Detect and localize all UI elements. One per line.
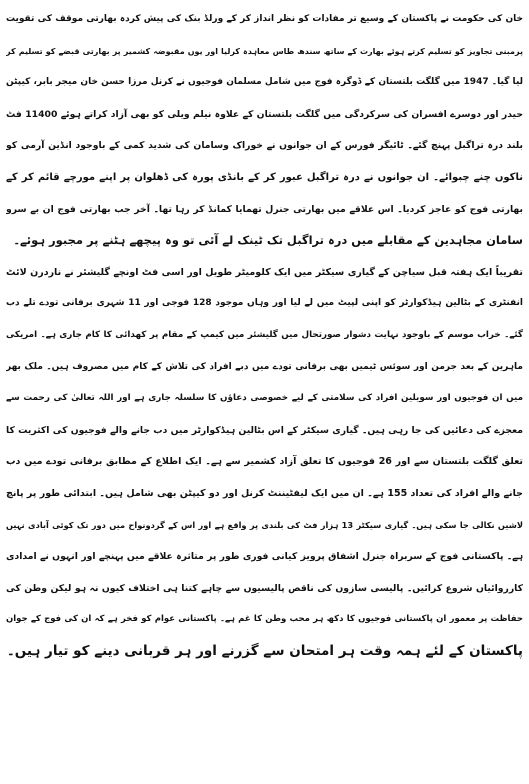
text-line: لیا گیا۔ 1947 میں گلگت بلتستان کے ڈوگرہ فوج میں شامل مسلمان فوجیوں نے کرنل مرزا حسن خان میجر بابر، کیپٹن — [6, 77, 523, 88]
text-line: جانے والے افراد کی تعداد 155 ہے۔ ان میں ایک لیفٹیننٹ کرنل اور دو کیپٹن بھی شامل ہیں۔ ابتدائی طور پر پانچ — [6, 487, 523, 499]
text-line: انفنٹری کے بٹالین ہیڈکوارٹر کو اپنی لپیٹ میں لے لیا اور وہاں موجود 128 فوجی اور 11 شہری برفانی تودے تلے دب — [6, 298, 523, 309]
text-line: ماہرین کے بعد جرمن اور سوئس ٹیمیں بھی برفانی تودے میں دبے افراد کی تلاش کے کام میں مصروف ہیں۔ ملک بھر — [6, 361, 523, 372]
text-line: بھارتی فوج کو عاجز کردیا۔ اس علاقے میں بھارتی جنرل تھمایا کمانڈ کر رہا تھا۔ آخر جب بھارتی فوج ان بے سرو — [6, 203, 523, 215]
text-line: بلند درہ تراگبل پہنچ گئے۔ ٹائیگر فورس کے ان جوانوں نے خوراک وسامان کی شدید کمی کے باوجود انڈین آرمی کو — [6, 140, 523, 152]
text-line: گئے۔ خراب موسم کے باوجود نہایت دشوار صورتحال میں گلیشئر میں کیمپ کے مقام پر کھدائی کا کام جاری ہے۔ امریکی — [6, 329, 523, 340]
text-line: ہے۔ پاکستانی فوج کے سربراہ جنرل اشفاق پرویز کیانی فوری طور پر متاثرہ علاقے میں پہنچے اور انہوں نے امدادی — [6, 551, 523, 563]
text-line: خان کی حکومت نے پاکستان کے وسیع تر مفادات کو نظر انداز کر کے ورلڈ بنک کی پیش کردہ بھارتی موقف کی تقویت — [6, 14, 523, 24]
text-line: سامان مجاہدین کے مقابلے میں درہ تراگبل تک ٹینک لے آئی تو وہ پیچھے ہٹنے پر مجبور ہوئے۔ — [13, 233, 523, 248]
text-line: پاکستان کے لئے ہمہ وقت ہر امتحان سے گزرنے اور ہر قربانی دینے کو تیار ہیں۔ — [6, 642, 523, 659]
paragraph-history — [6, 4, 523, 257]
paragraph-siachen — [6, 257, 523, 668]
text-line: حفاظت پر معمور ان پاکستانی فوجیوں کا دکھ ہر محب وطن کا غم ہے۔ پاکستانی عوام کو فخر ہے کہ ان کی فوج کے جوان — [6, 614, 523, 625]
text-line: کارروائیاں شروع کرائیں۔ پالیسی سازوں کی ناقص پالیسیوں سے چاہے کتنا ہی اختلاف کیوں نہ ہو لیکن وطن کی — [6, 582, 523, 594]
text-line: پرمبنی تجاویز کو تسلیم کرتے ہوئے بھارت کے ساتھ سندھ طاس معاہدہ کرلیا اور یوں مقبوضہ کشمیر پر بھارتی قبضے کو تسلیم کر — [6, 46, 523, 56]
text-line: تعلق گلگت بلتستان سے اور 26 فوجیوں کا تعلق آزاد کشمیر سے ہے۔ ایک اطلاع کے مطابق برفانی تودے میں دب — [6, 456, 523, 468]
text-line: ناکوں چنے چبوائے۔ ان جوانوں نے درہ تراگبل عبور کر کے بانڈی پورہ کی ڈھلوان پر اپنے مورچے قائم کر کے — [6, 171, 523, 183]
text-line: لاشیں نکالی جا سکی ہیں۔ گیاری سیکٹر 13 ہزار فٹ کی بلندی پر واقع ہے اور اس کے گردونواح میں دور تک کوئی آبادی نہیں — [6, 519, 523, 530]
text-line: معجزے کی دعائیں کی جا رہی ہیں۔ گیاری سیکٹر کے اس بٹالین ہیڈکوارٹر میں دب جانے والے فوجیوں کی اکثریت کا — [6, 424, 523, 436]
text-line: میں ان فوجیوں اور سویلین افراد کی سلامتی کے لیے خصوصی دعاؤں کا سلسلہ جاری ہے اور اللہ تعالیٰ کی رحمت سے — [6, 393, 523, 404]
text-line: حیدر اور دوسرے افسران کی سرکردگی میں گلگت بلتستان کے علاوہ نیلم ویلی کو بھی آزاد کراتے ہوئے 11400 فٹ — [6, 108, 523, 120]
text-line: تقریباً ایک ہفتہ قبل سیاچن کے گیاری سیکٹر میں ایک کلومیٹر طویل اور اسی فٹ اونچے گلیشئر نے ناردرن لائٹ — [6, 266, 523, 278]
